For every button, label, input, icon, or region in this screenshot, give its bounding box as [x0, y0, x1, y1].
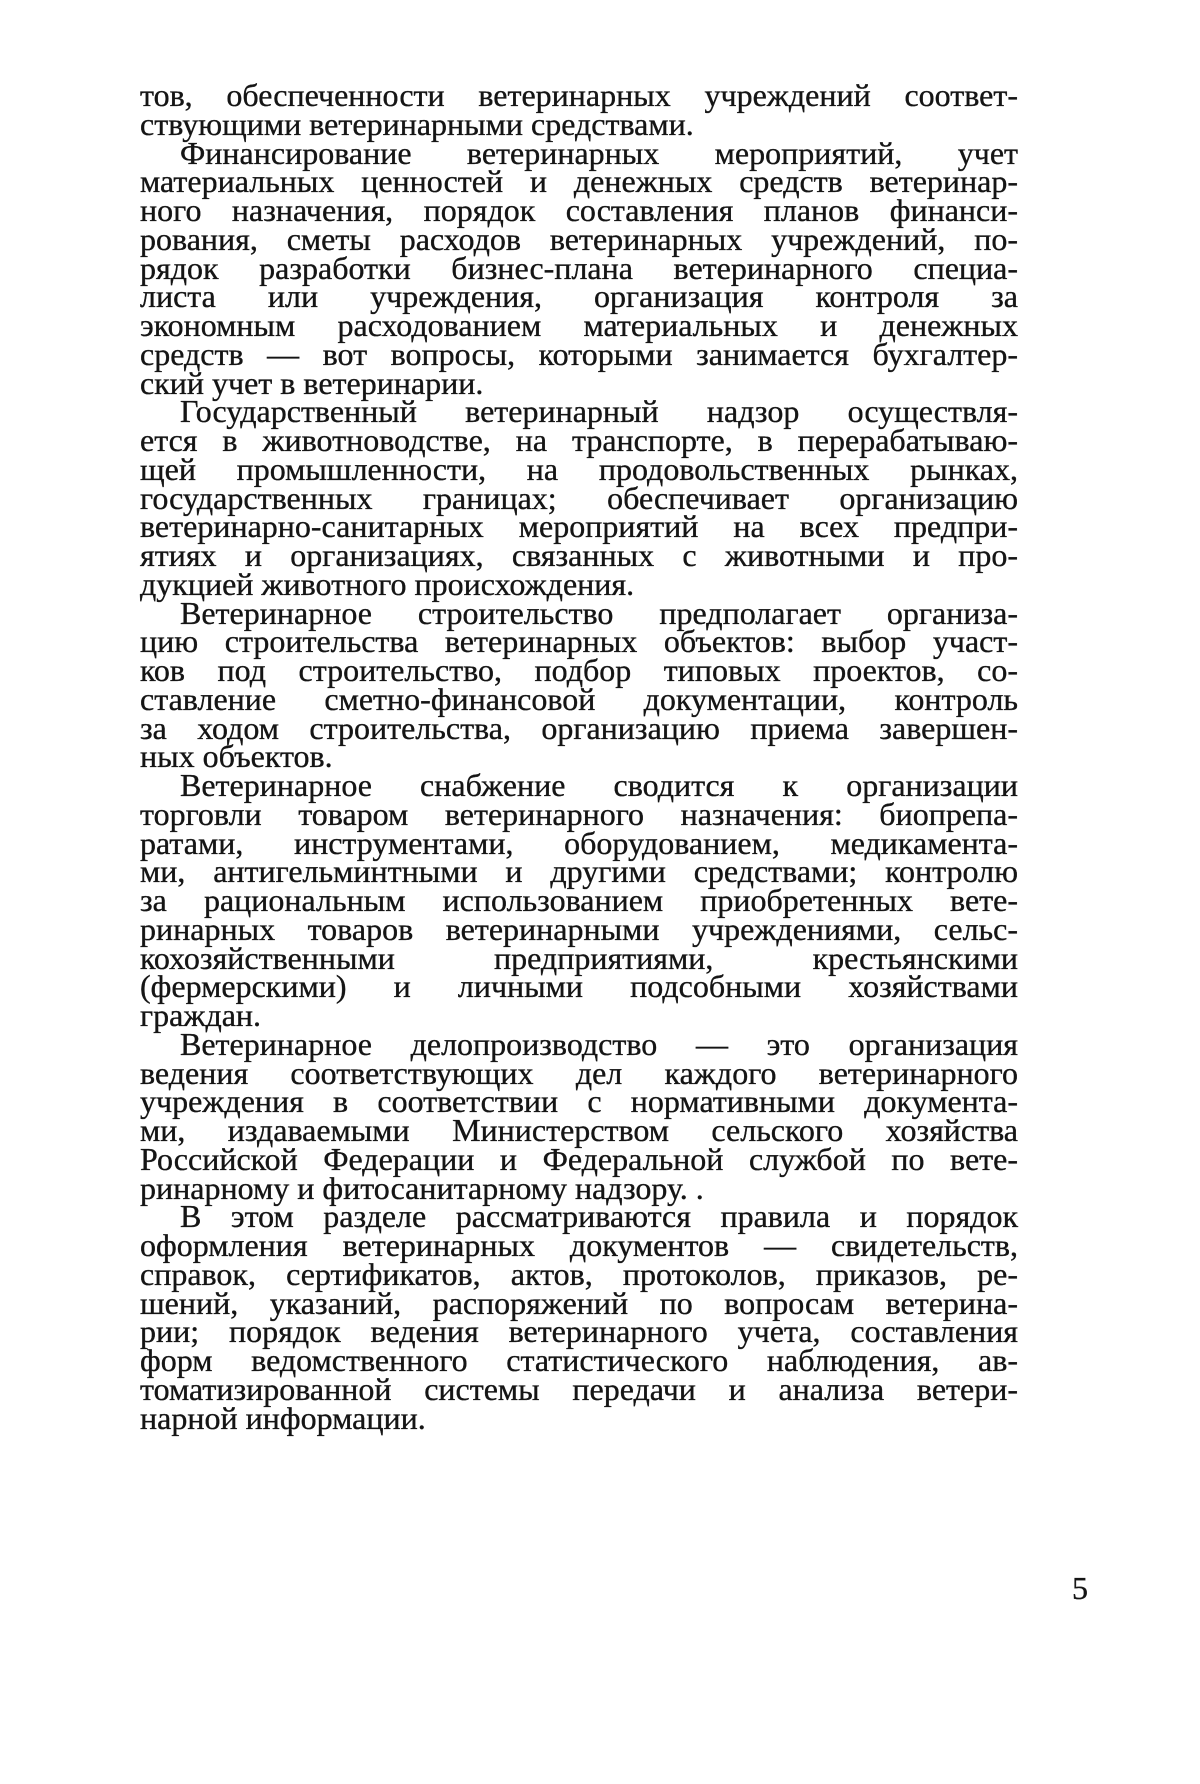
- text-line: торговли товаром ветеринарного назначения: биопрепа-: [140, 795, 1018, 832]
- text-line: рядок разработки бизнес-плана ветеринарного специа-: [140, 249, 1018, 286]
- text-line: ков под строительство, подбор типовых проектов, со-: [140, 652, 1018, 688]
- text-line: экономным расходованием материальных и денежных: [140, 307, 1018, 343]
- text-line: Ветеринарное снабжение сводится к организации: [180, 767, 1018, 803]
- text-line: форм ведомственного статистического наблюдения, ав-: [140, 1342, 1018, 1378]
- paragraph-7: [140, 1198, 1018, 1436]
- text-line: кохозяйственными предприятиями, крестьянскими: [140, 939, 1018, 976]
- text-line: Государственный ветеринарный надзор осуществля-: [180, 393, 1018, 430]
- text-line: ведения соответствующих дел каждого ветеринарного: [140, 1054, 1018, 1091]
- text-line: средств — вот вопросы, которыми занимается бухгалтер-: [140, 335, 1018, 372]
- text-line: тов, обеспеченности ветеринарных учреждений соответ-: [140, 77, 1018, 113]
- text-line: цию строительства ветеринарных объектов: выбор участ-: [140, 623, 1018, 660]
- text-line: ставление сметно-финансовой документации, контроль: [140, 680, 1018, 717]
- text-line: ский учет в ветеринарии.: [140, 364, 484, 401]
- text-line: ствующими ветеринарными средствами.: [140, 105, 694, 142]
- text-line: справок, сертификатов, актов, протоколов, приказов, ре-: [140, 1255, 1018, 1292]
- text-line: Российской Федерации и Федеральной службой по вете-: [140, 1140, 1018, 1177]
- paragraph-1: [140, 77, 1018, 142]
- text-line: Финансирование ветеринарных мероприятий, учет: [180, 134, 1018, 171]
- text-line: дукцией животного происхождения.: [140, 565, 635, 602]
- text-line: государственных границах; обеспечивает организацию: [140, 479, 1018, 516]
- paragraph-6: [140, 1025, 1018, 1206]
- text-line: ратами, инструментами, оборудованием, медикамента-: [140, 824, 1018, 861]
- text-line: материальных ценностей и денежных средств ветеринар-: [140, 163, 1018, 200]
- text-line: оформления ветеринарных документов — свидетельств,: [140, 1227, 1018, 1263]
- text-line: щей промышленности, на продовольственных рынках,: [140, 450, 1018, 487]
- text-line: шений, указаний, распоряжений по вопросам ветерина-: [140, 1284, 1018, 1321]
- text-line: ветеринарно-санитарных мероприятий на всех предпри-: [140, 508, 1018, 545]
- text-line: листа или учреждения, организация контроля за: [140, 278, 1018, 315]
- text-line: Ветеринарное строительство предполагает организа-: [180, 594, 1018, 631]
- text-line: ного назначения, порядок составления планов финанси-: [140, 192, 1018, 228]
- text-line: рии; порядок ведения ветеринарного учета, составления: [140, 1313, 1018, 1350]
- text-line: ринарных товаров ветеринарными учреждениями, сельс-: [140, 910, 1018, 947]
- text-line: рования, сметы расходов ветеринарных учреждений, по-: [140, 220, 1018, 257]
- text-line: ятиях и организациях, связанных с животными и про-: [140, 537, 1018, 573]
- body-text: [140, 77, 1018, 1436]
- paragraph-2: [140, 134, 1018, 401]
- paragraph-4: [140, 594, 1018, 775]
- text-line: томатизированной системы передачи и анализа ветери-: [140, 1370, 1018, 1407]
- text-line: учреждения в соответствии с нормативными документа-: [140, 1083, 1018, 1120]
- text-line: нарной информации.: [140, 1399, 426, 1436]
- text-line: ми, издаваемыми Министерством сельского хозяйства: [140, 1112, 1018, 1148]
- text-line: ми, антигельминтными и другими средствами; контролю: [140, 853, 1018, 890]
- text-line: ных объектов.: [140, 738, 333, 775]
- text-line: за ходом строительства, организацию приема завершен-: [140, 709, 1018, 746]
- text-line: (фермерскими) и личными подсобными хозяйствами: [140, 968, 1018, 1005]
- text-line: граждан.: [140, 997, 262, 1033]
- paragraph-3: [140, 393, 1018, 602]
- text-line: за рациональным использованием приобретенных вете-: [140, 882, 1018, 918]
- paragraph-5: [140, 767, 1018, 1033]
- page-number: 5: [1072, 1570, 1088, 1606]
- text-line: В этом разделе рассматриваются правила и порядок: [180, 1198, 1018, 1235]
- text-line: ринарному и фитосанитарному надзору. .: [140, 1169, 704, 1206]
- text-line: Ветеринарное делопроизводство — это организация: [180, 1025, 1018, 1062]
- text-line: ется в животноводстве, на транспорте, в перерабатываю-: [140, 422, 1018, 458]
